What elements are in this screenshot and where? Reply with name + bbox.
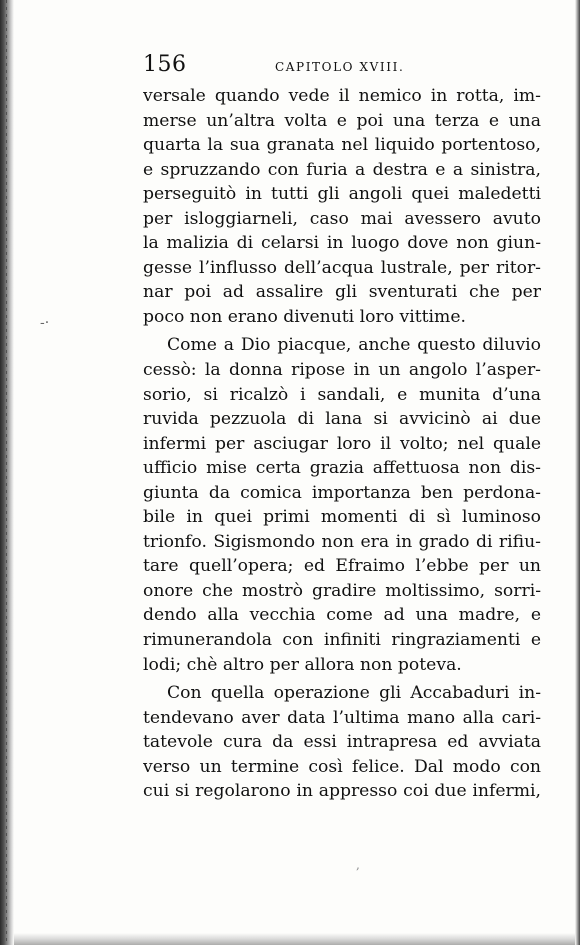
text-line: giunta da comica importanza ben perdona- <box>143 482 541 503</box>
page-header <box>143 52 538 82</box>
paragraph-2 <box>143 333 541 677</box>
page-right-edge <box>575 0 580 945</box>
paragraph-3 <box>143 681 541 804</box>
text-line: cui si regolarono in appresso coi due infermi, <box>143 781 541 802</box>
text-line: e spruzzando con furia a destra e a sinistra, <box>143 159 541 180</box>
text-line: rimunerandola con infiniti ringraziamenti e <box>143 630 541 651</box>
text-line: sorio, si ricalzò i sandali, e munita d’una <box>143 384 541 405</box>
text-line: versale quando vede il nemico in rotta, im- <box>143 86 541 106</box>
text-line: gesse l’influsso dell’acqua lustrale, per ritor- <box>143 257 541 278</box>
text-line: per isloggiarneli, caso mai avessero avuto <box>143 208 541 229</box>
text-line: ruvida pezzuola di lana si avvicinò ai due <box>143 409 541 430</box>
text-line: merse un’altra volta e poi una terza e una <box>143 110 541 131</box>
text-line: cessò: la donna ripose in un angolo l’asper- <box>143 360 541 381</box>
paragraph-1 <box>143 84 541 329</box>
running-head: CAPITOLO XVIII. <box>275 60 405 74</box>
text-line: onore che mostrò gradire moltissimo, sorri- <box>143 580 541 601</box>
text-line: perseguitò in tutti gli angoli quei maledetti <box>143 184 541 205</box>
text-line: nar poi ad assalire gli sventurati che per <box>143 282 541 303</box>
page-number: 156 <box>143 52 187 77</box>
text-line: Con quella operazione gli Accabaduri in- <box>167 683 541 704</box>
page-binding-shadow <box>0 0 14 945</box>
text-line: poco non erano divenuti loro vittime. <box>143 306 466 327</box>
text-line: quarta la sua granata nel liquido portentoso, <box>143 135 541 156</box>
text-line: infermi per asciugar loro il volto; nel quale <box>143 433 541 454</box>
text-line: la malizia di celarsi in luogo dove non giun- <box>143 233 541 254</box>
text-line: trionfo. Sigismondo non era in grado di rifiu- <box>143 531 541 552</box>
body-text <box>143 84 541 804</box>
page-bottom-edge <box>14 933 575 945</box>
margin-mark: -· <box>40 315 50 331</box>
text-line: tendevano aver data l’ultima mano alla cari- <box>143 707 541 728</box>
text-line: dendo alla vecchia come ad una madre, e <box>143 605 541 626</box>
ink-speck: , <box>356 858 360 872</box>
text-line: tatevole cura da essi intrapresa ed avviata <box>143 732 541 753</box>
text-line: bile in quei primi momenti di sì luminoso <box>143 507 541 528</box>
text-line: ufficio mise certa grazia affettuosa non dis- <box>143 458 541 479</box>
text-line: lodi; chè altro per allora non poteva. <box>143 654 462 675</box>
text-line: tare quell’opera; ed Efraimo l’ebbe per un <box>143 556 541 577</box>
text-line: verso un termine così felice. Dal modo con <box>143 756 541 777</box>
text-line: Come a Dio piacque, anche questo diluvio <box>167 335 541 356</box>
